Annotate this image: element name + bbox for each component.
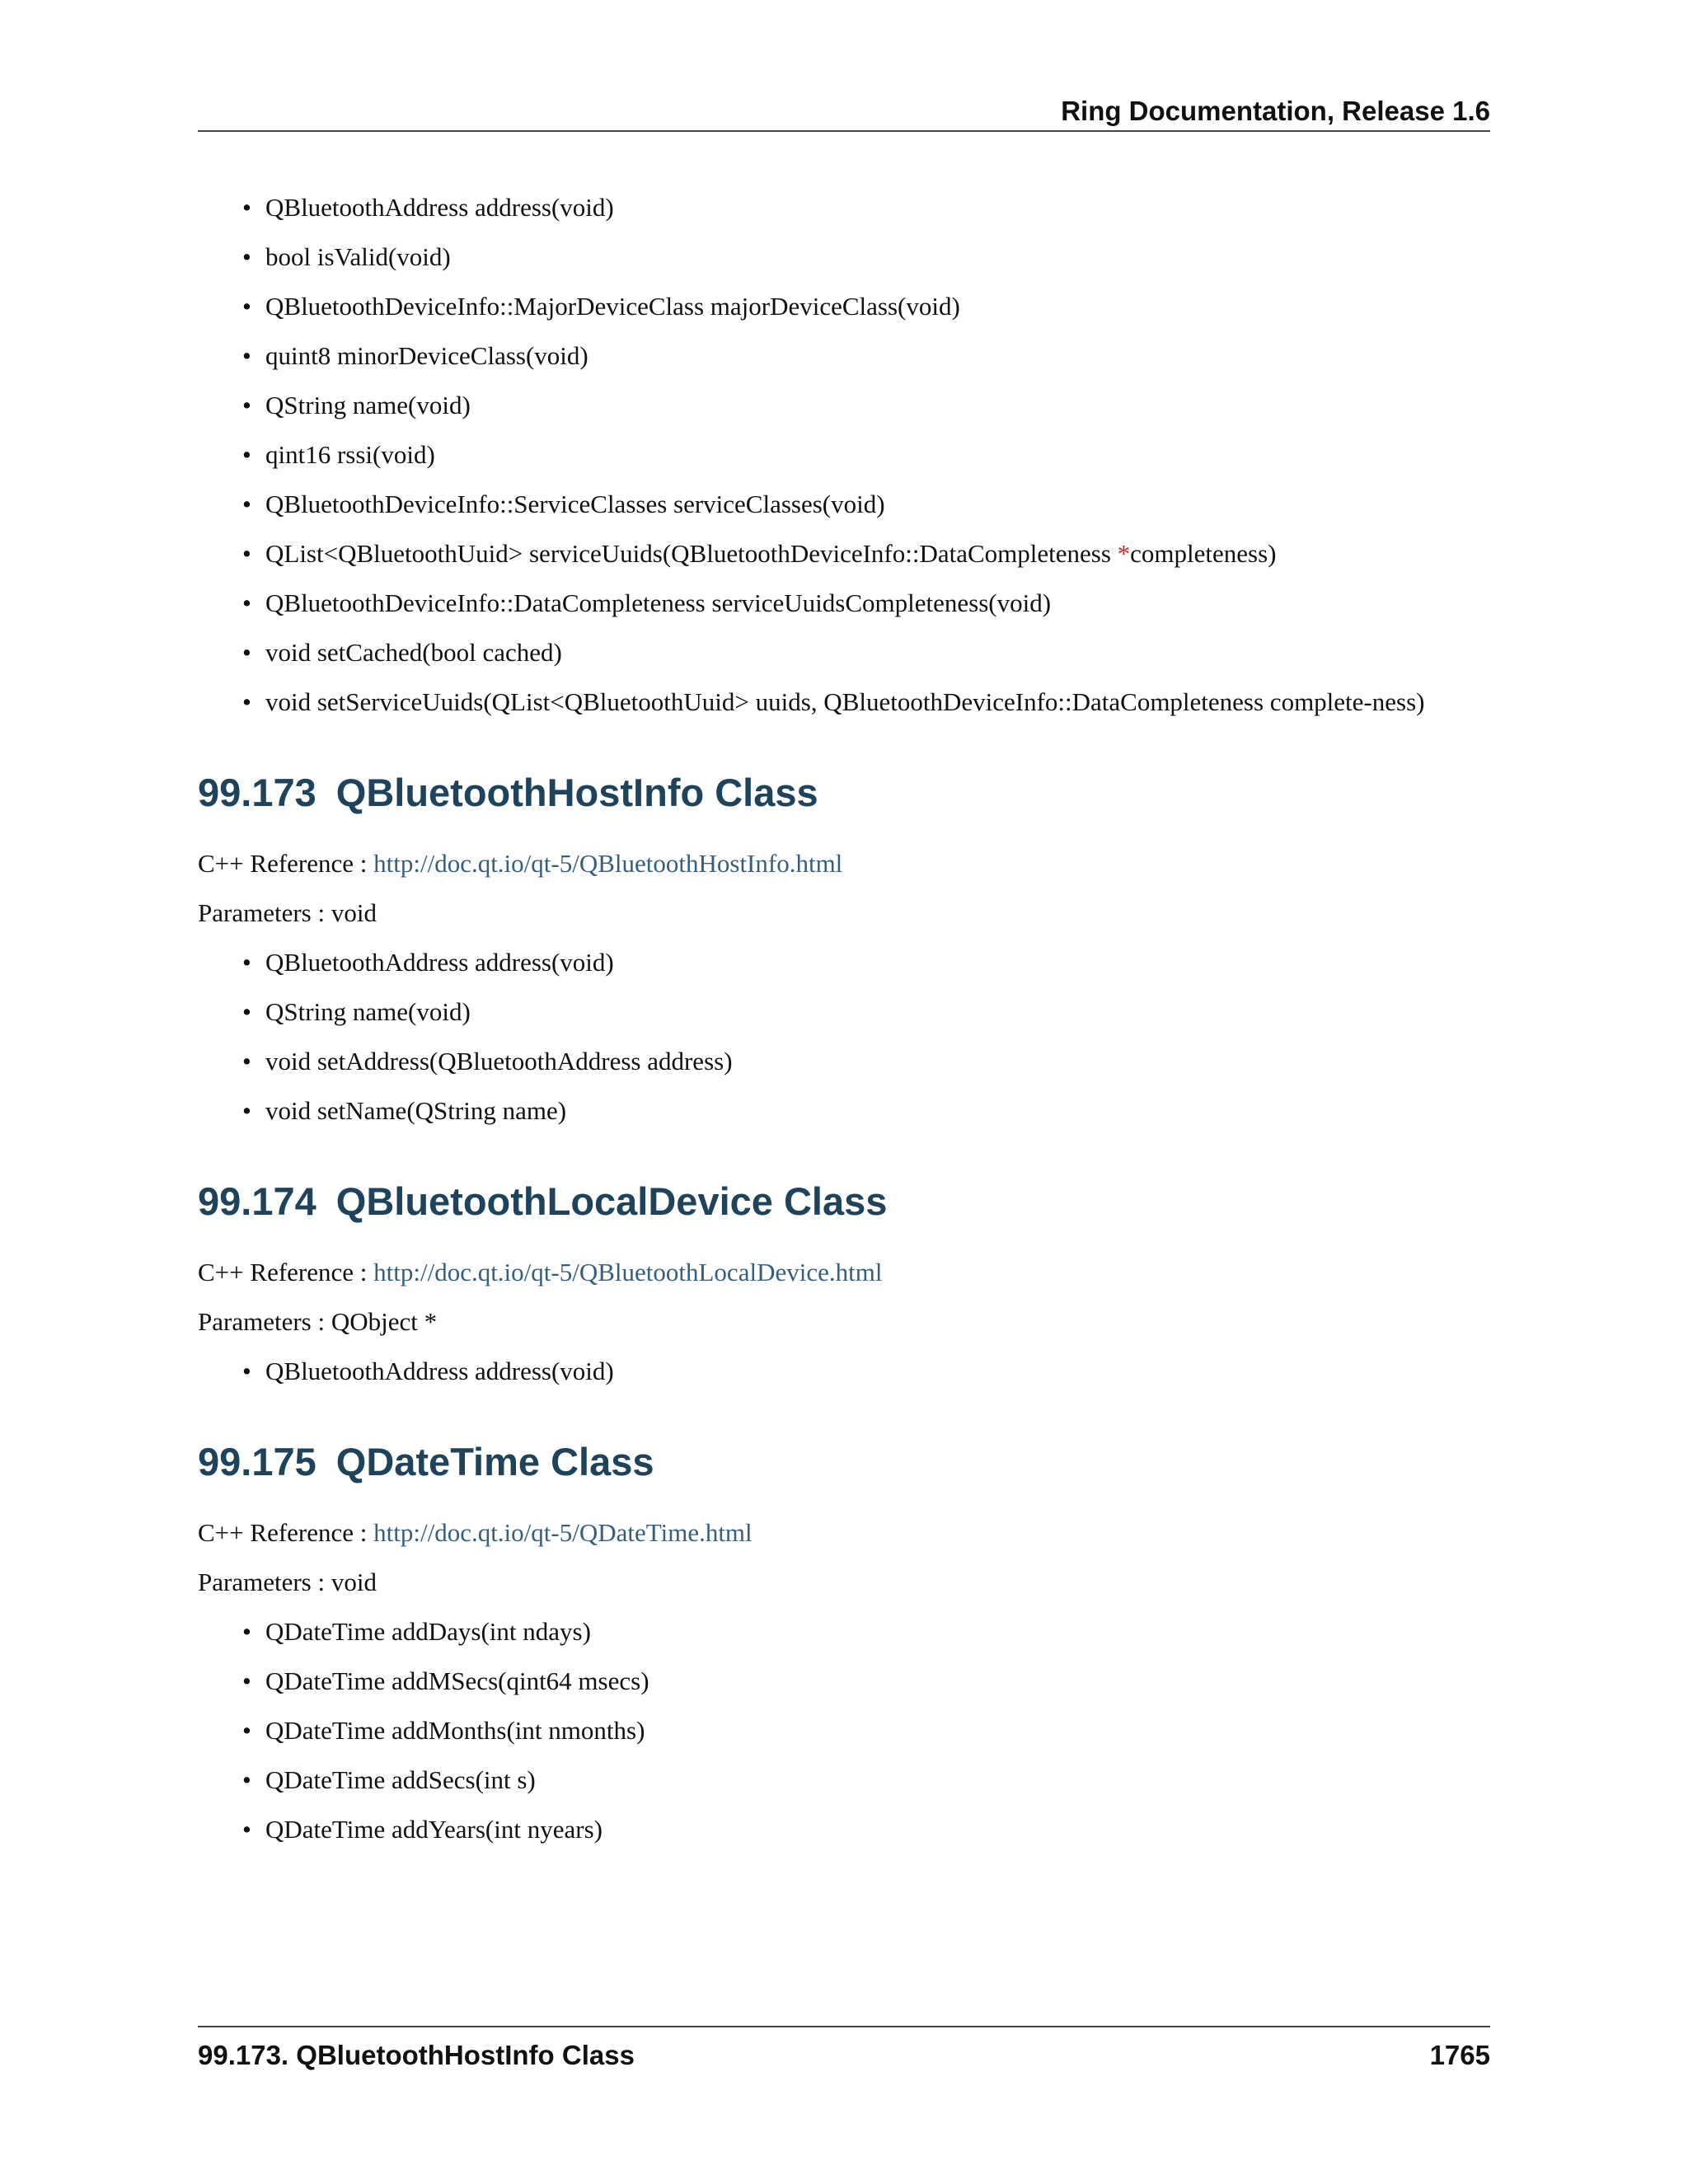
footer-section: 99.173. QBluetoothHostInfo Class [198,2040,635,2070]
list-item: • QBluetoothDeviceInfo::ServiceClasses serviceClasses(void) [265,488,1490,521]
list-item: • void setAddress(QBluetoothAddress address) [265,1045,1490,1078]
reference-label: C++ Reference : [198,1258,374,1286]
list-item: • QBluetoothAddress address(void) [265,1355,1490,1388]
page-content [198,191,1490,1863]
running-footer [198,2026,1490,2072]
section-title: QDateTime Class [335,1440,654,1483]
parameters-line: Parameters : void [198,1568,377,1596]
list-item: • void setName(QString name) [265,1094,1490,1127]
cpp-reference [198,847,1490,880]
reference-link[interactable]: http://doc.qt.io/qt-5/QDateTime.html [373,1518,753,1547]
parameters-line: Parameters : QObject * [198,1307,438,1336]
list-item: • QBluetoothAddress address(void) [265,946,1490,979]
section-title: QBluetoothLocalDevice Class [335,1179,888,1223]
list-item: • QString name(void) [265,389,1490,422]
list-item: • QBluetoothDeviceInfo::DataCompleteness serviceUuidsCompleteness(void) [265,587,1490,620]
list-item: • QString name(void) [265,996,1490,1029]
section-number: 99.175 [198,1440,316,1483]
section-heading [198,1437,1490,1487]
cpp-reference [198,1256,1490,1289]
list-item: • QDateTime addDays(int ndays) [265,1615,1490,1648]
method-list [198,1615,1490,1846]
reference-link[interactable]: http://doc.qt.io/qt-5/QBluetoothLocalDevice.html [373,1258,883,1286]
intro-method-list [198,191,1490,719]
list-item: • quint8 minorDeviceClass(void) [265,340,1490,373]
list-item-text: completeness) [1130,539,1277,568]
reference-link[interactable]: http://doc.qt.io/qt-5/QBluetoothHostInfo.html [373,849,843,878]
pointer-star: * [1117,539,1131,568]
list-item-text: QList<QBluetoothUuid> serviceUuids(QBluetoothDeviceInfo::DataCompleteness [265,539,1118,568]
reference-label: C++ Reference : [198,849,374,878]
parameters-line: Parameters : void [198,898,377,927]
section-heading [198,768,1490,818]
list-item [265,537,1490,570]
page-number: 1765 [1429,2040,1490,2070]
list-item: • QDateTime addSecs(int s) [265,1764,1490,1797]
list-item: • bool isValid(void) [265,241,1490,274]
section-heading [198,1177,1490,1226]
method-list [198,1355,1490,1388]
cpp-reference [198,1516,1490,1549]
list-item: • QDateTime addYears(int nyears) [265,1813,1490,1846]
header-title: Ring Documentation, Release 1.6 [1061,96,1490,126]
list-item: • qint16 rssi(void) [265,438,1490,471]
document-page [198,0,1490,2184]
list-item: • QDateTime addMSecs(qint64 msecs) [265,1665,1490,1698]
list-item: • QBluetoothDeviceInfo::MajorDeviceClass majorDeviceClass(void) [265,290,1490,323]
running-header [198,92,1490,132]
section-number: 99.173 [198,771,316,814]
list-item: • void setCached(bool cached) [265,636,1490,669]
section-number: 99.174 [198,1179,316,1223]
reference-label: C++ Reference : [198,1518,374,1547]
list-item: • QDateTime addMonths(int nmonths) [265,1714,1490,1747]
list-item: • void setServiceUuids(QList<QBluetoothUuid> uuids, QBluetoothDeviceInfo::DataCompleteness complete-ness) [265,686,1490,719]
section-title: QBluetoothHostInfo Class [335,771,818,814]
list-item: • QBluetoothAddress address(void) [265,191,1490,224]
method-list [198,946,1490,1127]
